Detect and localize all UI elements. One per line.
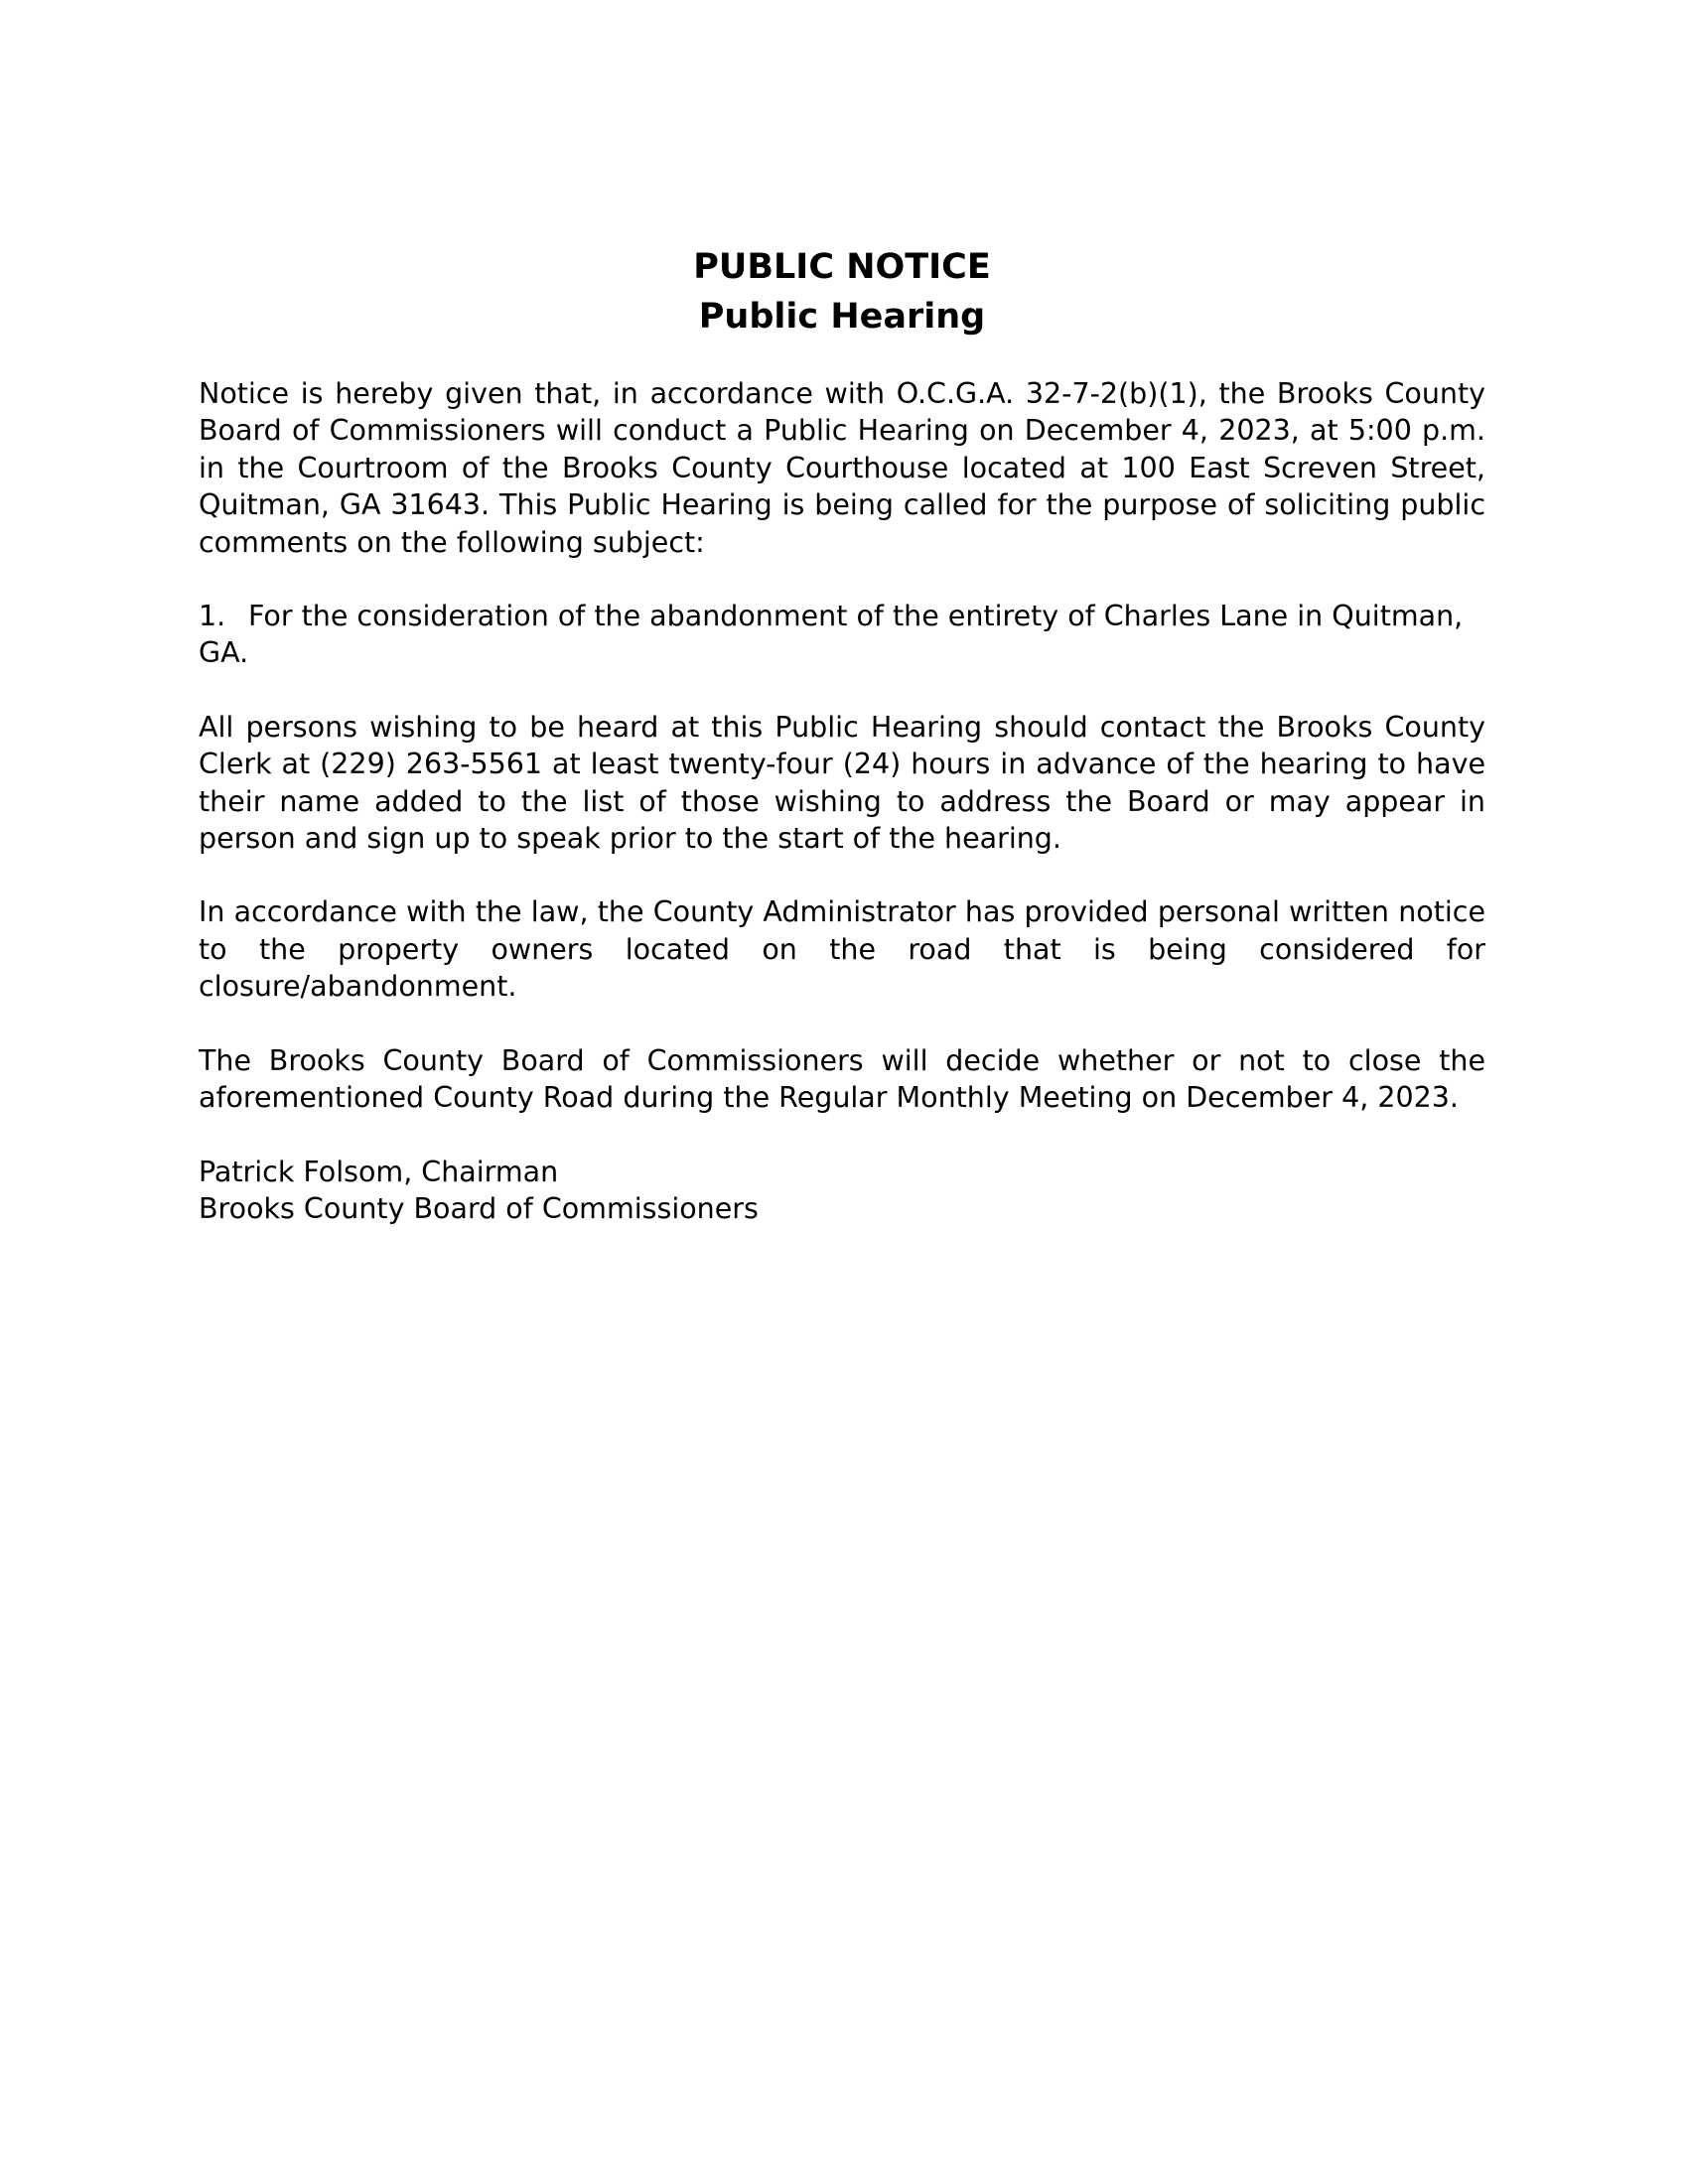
notice-subtitle: Public Hearing — [698, 297, 986, 337]
list-item-text: For the consideration of the abandonment of the entirety of Charles Lane in Quitman, GA. — [199, 600, 1464, 670]
intro-paragraph: Notice is hereby given that, in accordance with O.C.G.A. 32-7-2(b)(1), the Brooks County Board of Commissioners will conduct a Public Hearing on December 4, 2023, at 5:00 p.m. in the Courtroom of the Brooks County Courthouse located at 100 East Screven Street, Quitman, GA 31643. This Public Hearing is being called for the purpose of soliciting public comments on the following subject: — [199, 377, 1485, 559]
list-item — [199, 598, 1485, 672]
law-paragraph: In accordance with the law, the County Administrator has provided personal written notice to the property owners located on the road that is being considered for closure/abandonment. — [199, 895, 1485, 1004]
contact-paragraph: All persons wishing to be heard at this Public Hearing should contact the Brooks County Clerk at (229) 263-5561 at least twenty-four (24) hours in advance of the hearing to have their name added to the list of those wishing to address the Board or may appear in person and sign up to speak prior to the start of the hearing. — [199, 710, 1485, 856]
signature-organization: Brooks County Board of Commissioners — [199, 1191, 759, 1225]
notice-page — [199, 242, 1485, 1227]
list-item-number: 1. — [199, 600, 226, 633]
decision-paragraph: The Brooks County Board of Commissioners will decide whether or not to close the aforementioned County Road during the Regular Monthly Meeting on December 4, 2023. — [199, 1043, 1485, 1115]
notice-title: PUBLIC NOTICE — [693, 247, 991, 287]
signature-name: Patrick Folsom, Chairman — [199, 1155, 559, 1188]
signature-block — [199, 1154, 1485, 1228]
notice-heading — [199, 242, 1485, 341]
